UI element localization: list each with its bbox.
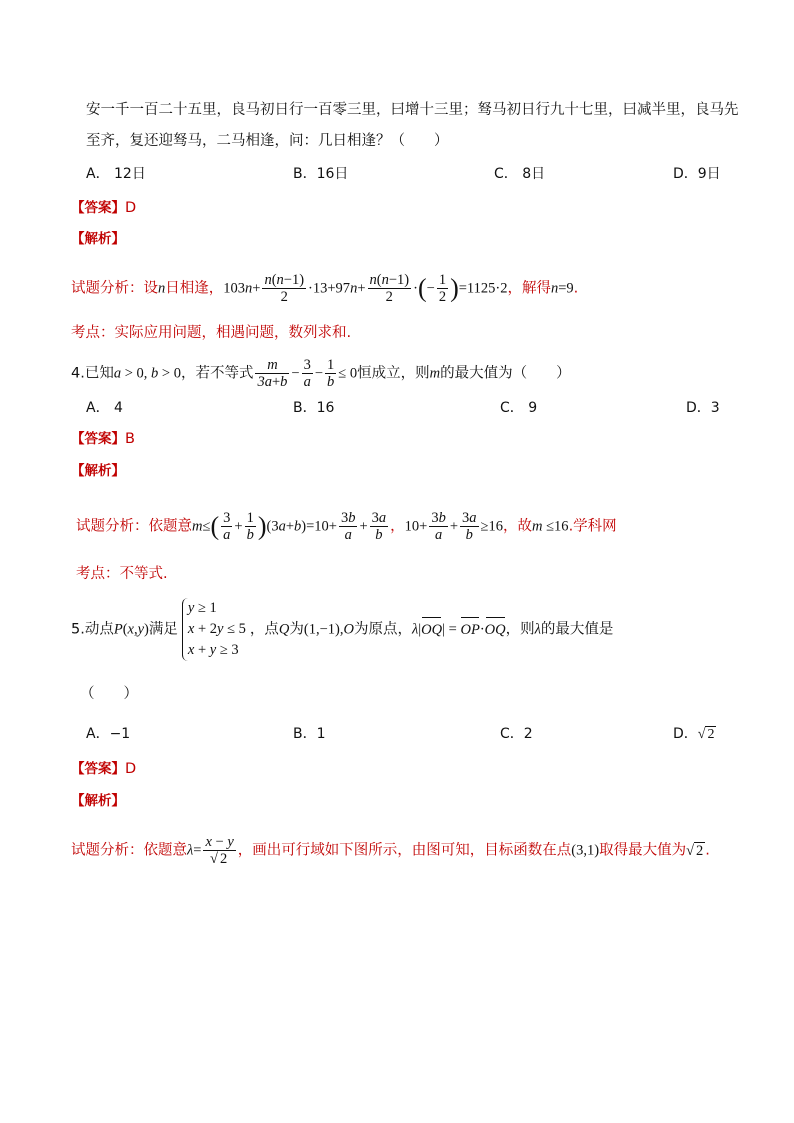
q4-option-d: D．3 xyxy=(686,400,720,416)
q5-stem: 5.动点P(x,y)满足 y ≥ 1 x + 2y ≤ 5 x + y ≥ 3 ，点Q为(1,−1),O为原点，λ|OQ| = OP·OQ，则λ的最大值是 xyxy=(71,598,613,661)
q5-option-b: B．1 xyxy=(293,726,326,742)
answer-value: D xyxy=(125,200,137,216)
q4-option-c: C． 9 xyxy=(500,400,538,416)
q3-analysis: 试题分析：设n日相逢，103n+ $\frac{n(n-1)}{2}$ ·13+97n+ $\frac{n(n-1)}{2}$ ·(− $\frac{1}{2}$ )=1125·2，解得n=9. xyxy=(71,272,579,305)
q5-option-a: A．−1 xyxy=(86,726,131,742)
q4-answer: 【答案】B xyxy=(71,431,135,447)
q3-option-b: B．16日 xyxy=(293,166,349,182)
q5-analysis-label: 【解析】 xyxy=(71,793,125,809)
q4-option-b: B．16 xyxy=(293,400,335,416)
q3-stem-line-2: 至齐，复还迎驽马，二马相逢，问：几日相逢？（ ） xyxy=(86,133,449,149)
q5-analysis: 试题分析：依题意λ= $\frac{x - y}{√ 2}$ ，画出可行域如下图所示，由图可知，目标函数在点(3,1)取得最大值为√ 2 . xyxy=(71,834,710,867)
q5-option-d: D．√ 2 xyxy=(673,726,715,742)
q3-option-d: D．9日 xyxy=(673,166,721,182)
q5-answer: 【答案】D xyxy=(71,761,137,777)
q3-stem-line-1: 安一千一百二十五里，良马初日行一百零三里，曰增十三里；驽马初日行九十七里，曰减半里，良马先 xyxy=(86,102,739,118)
constraint-system: y ≥ 1 x + 2y ≤ 5 x + y ≥ 3 xyxy=(182,598,246,661)
q3-analysis-label: 【解析】 xyxy=(71,231,125,247)
q4-option-a: A． 4 xyxy=(86,400,123,416)
q4-analysis: 试题分析：依题意m≤( $\frac{3}{a}$ + $\frac{1}{b}$ )(3a+b)=10+ $\frac{3b}{a}$ + $\frac{3a}{b}$ ，10+ $\frac{3b}{a}$ + $\frac{3a}{b}$ ≥16，故m ≤16.学科网 xyxy=(76,510,617,543)
analysis-prefix: 试题分析：设 xyxy=(71,280,158,297)
q4-analysis-label: 【解析】 xyxy=(71,463,125,479)
q3-option-c: C． 8日 xyxy=(494,166,546,182)
q3-option-a: A． 12日 xyxy=(86,166,146,182)
q3-answer xyxy=(71,197,136,219)
q5-paren: （ ） xyxy=(80,686,138,702)
q5-option-c: C．2 xyxy=(500,726,533,742)
q4-stem: 4.已知a > 0, b > 0，若不等式 $\frac{m}{3a+b}$ − $\frac{3}{a}$ − $\frac{1}{b}$ ≤ 0恒成立，则m的最大值为（ ） xyxy=(71,357,571,390)
watermark-tag: 学科网 xyxy=(573,518,617,535)
q3-kaodian: 考点：实际应用问题，相遇问题，数列求和. xyxy=(71,325,352,341)
q4-kaodian: 考点：不等式. xyxy=(76,566,168,582)
answer-label: 【答案】 xyxy=(71,200,125,216)
